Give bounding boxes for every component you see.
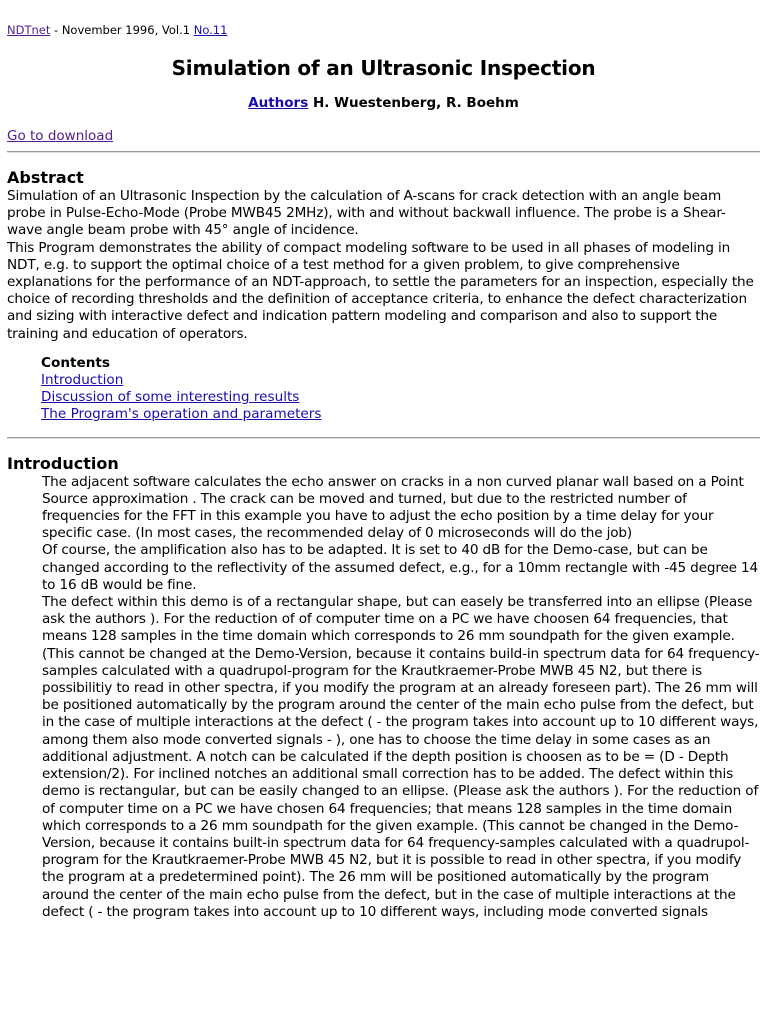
contents-link-operation[interactable]: The Program's operation and parameters (41, 406, 322, 423)
authors-link[interactable]: Authors (248, 95, 309, 111)
page-title: Simulation of an Ultrasonic Inspection (171, 56, 596, 80)
divider (7, 437, 760, 439)
introduction-paragraph: Of course, the amplification also has to be adapted. It is set to 40 dB for the Demo-case, but can be changed according to the reflectivity of the assumed defect, e.g., for a 10mm rectangle with -45 degree 14 to 16 dB would be fine. (42, 542, 759, 593)
go-to-download-link[interactable]: Go to download (7, 128, 114, 144)
contents-block (41, 355, 760, 424)
introduction-paragraph: The adjacent software calculates the echo answer on cracks in a non curved planar wall based on a Point Source approximation . The crack can be moved and turned, but due to the restricted number of frequencies for the FFT in this example you have to adjust the echo position by a time delay for your specific case. (In most cases, the recommended delay of 0 microseconds will do the job) (42, 473, 744, 542)
divider (7, 151, 760, 153)
author-names: H. Wuestenberg, R. Boehm (308, 95, 519, 111)
contents-link-discussion[interactable]: Discussion of some interesting results (41, 389, 300, 406)
issue-text: - November 1996, Vol.1 (50, 23, 194, 37)
issue-number-link[interactable]: No.11 (193, 23, 228, 37)
abstract-heading: Abstract (7, 168, 84, 187)
ndtnet-link[interactable]: NDTnet (7, 23, 51, 37)
introduction-body (42, 474, 760, 921)
contents-link-introduction[interactable]: Introduction (41, 372, 124, 389)
contents-heading: Contents (41, 354, 110, 371)
abstract-paragraph: This Program demonstrates the ability of compact modeling software to be used in all phases of modeling in NDT, e.g. to support the optimal choice of a test method for a given problem, to give comprehensive explanations for the performance of an NDT-approach, to settle the parameters for an inspection, especially the choice of recording thresholds and the definition of acceptance criteria, to enhance the defect characterization and sizing with interactive defect and indication pattern modeling and comparison and also to support the training and education of operators. (7, 239, 754, 342)
introduction-paragraph: The defect within this demo is of a rectangular shape, but can easely be transferred into an ellipse (Please ask the authors ). For the reduction of of computer time on a PC we have choosen 64 frequencies, that means 128 samples in the time domain which corresponds to 26 mm soundpath for the given example. (This cannot be changed at the Demo-Version, because it contains build-in spectrum data for 64 frequency-samples calculated with a quadrupol-program for the Krautkraemer-Probe MWB 45 N2, but there is possibilitiy to read in other spectra, if you modify the program at an already foreseen part). The 26 mm will be positioned automatically by the program around the center of the main echo pulse from the defect, but in the case of multiple interactions at the defect ( - the program takes into account up to 10 different ways, among them also mode converted signals - ), one has to choose the time delay in some cases as an additional adjustment. A notch can be calculated if the depth position is choosen as to be = (D - Depth extension/2). For inclined notches an additional small correction has to be added. The defect within this demo is rectangular, but can be easily changed to an ellipse. (Please ask the authors ). For the reduction of of computer time on a PC we have chosen 64 frequencies; that means 128 samples in the time domain which corresponds to a 26 mm soundpath for the given example. (This cannot be changed in the Demo-Version, because it contains built-in spectrum data for 64 frequency-samples calculated with a quadrupol-program for the Krautkraemer-Probe MWB 45 N2, but it is possible to read in other spectra, if you modify the program at a predetermined point). The 26 mm will be positioned automatically by the program around the center of the main echo pulse from the defect, but in the case of multiple interactions at the defect ( - the program takes into account up to 10 different ways, including mode converted signals (42, 594, 760, 920)
abstract-paragraph: Simulation of an Ultrasonic Inspection by the calculation of A-scans for crack detection with an angle beam probe in Pulse-Echo-Mode (Probe MWB45 2MHz), with and without backwall influence. The probe is a Shear-wave angle beam probe with 45° angle of incidence. (7, 188, 726, 239)
download-line (7, 127, 760, 145)
issue-line (7, 0, 760, 37)
authors-line (7, 94, 760, 112)
introduction-heading: Introduction (7, 453, 119, 473)
